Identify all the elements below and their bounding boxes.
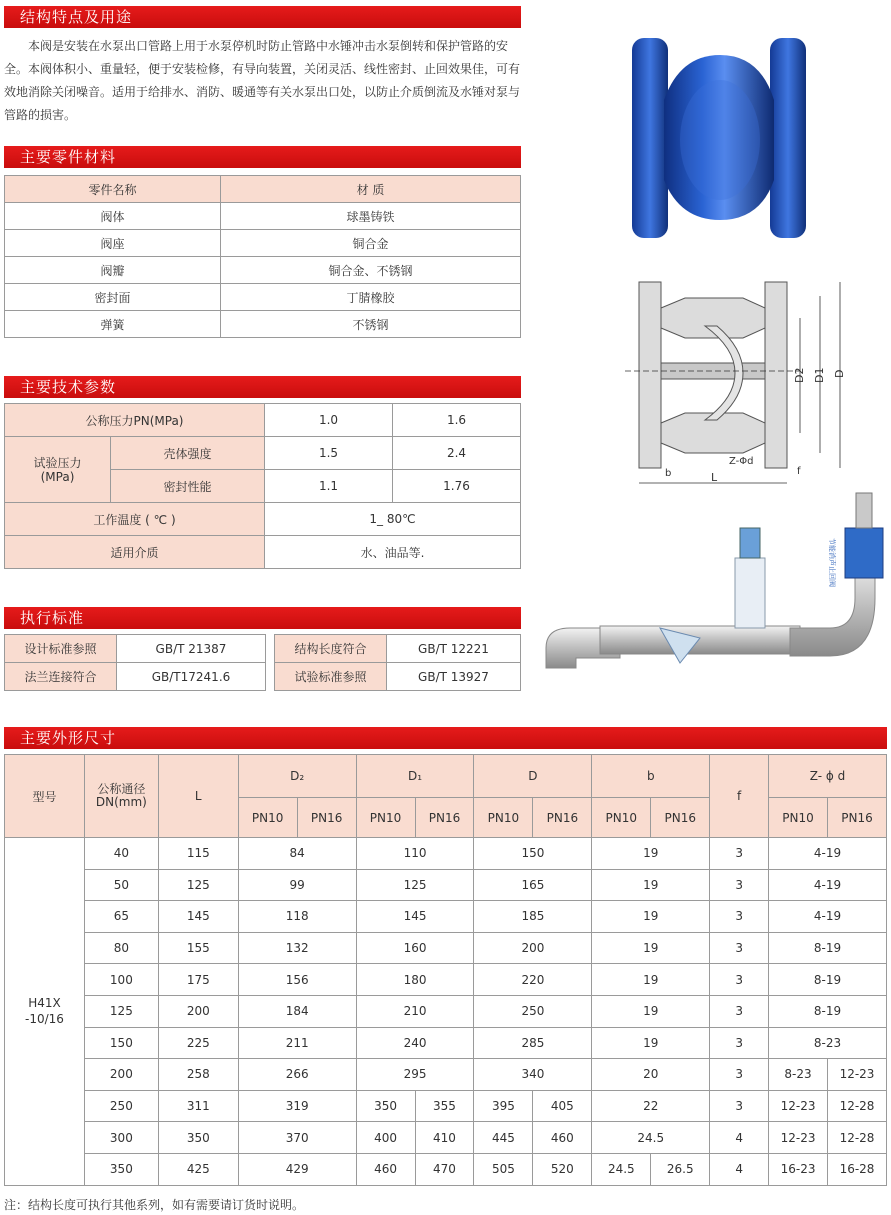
f-cell: 3: [710, 869, 769, 901]
d1-pn16-cell: 470: [415, 1153, 474, 1185]
pn10-header: PN10: [238, 798, 297, 838]
d1-pn10-cell: 400: [356, 1122, 415, 1154]
parts-header-material: 材 质: [221, 176, 521, 203]
table-row: [5, 1122, 887, 1154]
b-cell: 20: [592, 1059, 710, 1091]
dn-cell: 65: [84, 901, 158, 933]
table-row: [5, 257, 521, 284]
d2-cell: 184: [238, 995, 356, 1027]
d2-cell: 99: [238, 869, 356, 901]
col-l: L: [158, 755, 238, 838]
pn10-header: PN10: [474, 798, 533, 838]
seal-label: 密封性能: [111, 470, 265, 503]
b-cell: 19: [592, 964, 710, 996]
d1-cell: 110: [356, 838, 474, 870]
l-cell: 258: [158, 1059, 238, 1091]
b-pn16-cell: 26.5: [651, 1153, 710, 1185]
col-d2: D₂: [238, 755, 356, 798]
d-cell: 250: [474, 995, 592, 1027]
z-pn16-cell: 12-23: [828, 1059, 887, 1091]
z-cell: 8-19: [769, 932, 887, 964]
f-cell: 3: [710, 1059, 769, 1091]
z-cell: 8-19: [769, 964, 887, 996]
parts-title: 主要零件材料: [20, 148, 117, 166]
b-cell: 22: [592, 1090, 710, 1122]
col-dn: 公称通径 DN(mm): [84, 755, 158, 838]
z-cell: 4-19: [769, 838, 887, 870]
f-cell: 3: [710, 1027, 769, 1059]
l-cell: 125: [158, 869, 238, 901]
col-d: D: [474, 755, 592, 798]
d2-cell: 266: [238, 1059, 356, 1091]
part-material: 铜合金: [221, 230, 521, 257]
d-pn16-cell: 405: [533, 1090, 592, 1122]
dn-cell: 125: [84, 995, 158, 1027]
d-pn16-cell: 520: [533, 1153, 592, 1185]
features-title: 结构特点及用途: [20, 8, 133, 26]
d1-cell: 180: [356, 964, 474, 996]
dn-cell: 80: [84, 932, 158, 964]
std-value: GB/T 12221: [387, 635, 521, 663]
medium-label: 适用介质: [5, 536, 265, 569]
dn-cell: 100: [84, 964, 158, 996]
std-label: 试验标准参照: [275, 663, 387, 691]
d1-pn16-cell: 410: [415, 1122, 474, 1154]
d1-cell: 125: [356, 869, 474, 901]
l-cell: 425: [158, 1153, 238, 1185]
z-pn10-cell: 12-23: [769, 1122, 828, 1154]
test-pressure-label: 试验压力 (MPa): [5, 437, 111, 503]
parts-header-name: 零件名称: [5, 176, 221, 203]
part-name: 阀座: [5, 230, 221, 257]
b-cell: 19: [592, 838, 710, 870]
f-cell: 4: [710, 1153, 769, 1185]
dims-title-bar: [4, 727, 887, 749]
std-label: 法兰连接符合: [5, 663, 117, 691]
label-f: f: [797, 466, 801, 477]
dims-title: 主要外形尺寸: [20, 729, 117, 747]
label-b: b: [665, 468, 672, 479]
table-row: [5, 995, 887, 1027]
tech-title: 主要技术参数: [20, 378, 117, 396]
b-cell: 24.5: [592, 1122, 710, 1154]
shell-value-2: 2.4: [393, 437, 521, 470]
l-cell: 115: [158, 838, 238, 870]
medium-value: 水、油品等.: [265, 536, 521, 569]
d2-cell: 211: [238, 1027, 356, 1059]
std-label: 设计标准参照: [5, 635, 117, 663]
f-cell: 3: [710, 901, 769, 933]
d1-cell: 160: [356, 932, 474, 964]
col-model: 型号: [5, 755, 85, 838]
l-cell: 350: [158, 1122, 238, 1154]
dn-cell: 150: [84, 1027, 158, 1059]
part-name: 阀瓣: [5, 257, 221, 284]
table-row: [5, 230, 521, 257]
pn10-header: PN10: [769, 798, 828, 838]
table-row: [5, 838, 887, 870]
l-cell: 145: [158, 901, 238, 933]
std-table-left: [4, 634, 266, 691]
col-z: Z- ϕ d: [769, 755, 887, 798]
table-row: [5, 1153, 887, 1185]
part-name: 阀体: [5, 203, 221, 230]
dn-cell: 300: [84, 1122, 158, 1154]
table-row: [5, 1059, 887, 1091]
dn-cell: 50: [84, 869, 158, 901]
label-l: L: [711, 471, 718, 484]
d2-cell: 132: [238, 932, 356, 964]
part-material: 球墨铸铁: [221, 203, 521, 230]
d-cell: 165: [474, 869, 592, 901]
label-z: Z-Φd: [729, 456, 754, 467]
l-cell: 155: [158, 932, 238, 964]
model-cell: H41X -10/16: [5, 838, 85, 1186]
d-cell: 340: [474, 1059, 592, 1091]
part-material: 铜合金、不锈钢: [221, 257, 521, 284]
temp-value: 1_ 80℃: [265, 503, 521, 536]
table-row: [5, 964, 887, 996]
shell-strength-label: 壳体强度: [111, 437, 265, 470]
std-table-right: [274, 634, 521, 691]
dn-cell: 40: [84, 838, 158, 870]
table-row: [5, 869, 887, 901]
table-row: [5, 1090, 887, 1122]
dims-table: [4, 754, 887, 1186]
z-cell: 4-19: [769, 901, 887, 933]
d1-cell: 145: [356, 901, 474, 933]
b-cell: 19: [592, 1027, 710, 1059]
install-label: 节能消声止回阀: [828, 538, 836, 587]
z-cell: 8-19: [769, 995, 887, 1027]
d2-cell: 370: [238, 1122, 356, 1154]
d1-pn16-cell: 355: [415, 1090, 474, 1122]
b-cell: 19: [592, 932, 710, 964]
z-pn10-cell: 8-23: [769, 1059, 828, 1091]
d1-pn10-cell: 460: [356, 1153, 415, 1185]
std-title-bar: [4, 607, 521, 629]
footnote: 注：结构长度可执行其他系列，如有需要请订货时说明。: [4, 1198, 305, 1212]
col-d1: D₁: [356, 755, 474, 798]
seal-value-1: 1.1: [265, 470, 393, 503]
d-cell: 185: [474, 901, 592, 933]
z-pn16-cell: 12-28: [828, 1090, 887, 1122]
pn16-header: PN16: [533, 798, 592, 838]
f-cell: 3: [710, 1090, 769, 1122]
label-d1: D1: [813, 367, 826, 383]
part-name: 密封面: [5, 284, 221, 311]
part-name: 弹簧: [5, 311, 221, 338]
l-cell: 175: [158, 964, 238, 996]
d-cell: 285: [474, 1027, 592, 1059]
std-label: 结构长度符合: [275, 635, 387, 663]
std-value: GB/T17241.6: [117, 663, 266, 691]
d-cell: 200: [474, 932, 592, 964]
l-cell: 225: [158, 1027, 238, 1059]
d-pn10-cell: 445: [474, 1122, 533, 1154]
pn16-header: PN16: [651, 798, 710, 838]
f-cell: 3: [710, 995, 769, 1027]
l-cell: 311: [158, 1090, 238, 1122]
d-cell: 220: [474, 964, 592, 996]
table-row: [5, 284, 521, 311]
d2-cell: 118: [238, 901, 356, 933]
std-value: GB/T 21387: [117, 635, 266, 663]
d-pn10-cell: 395: [474, 1090, 533, 1122]
temp-label: 工作温度 ( ℃ ): [5, 503, 265, 536]
d1-pn10-cell: 350: [356, 1090, 415, 1122]
pn-value-2: 1.6: [393, 404, 521, 437]
part-material: 不锈钢: [221, 311, 521, 338]
d-pn10-cell: 505: [474, 1153, 533, 1185]
pn-value-1: 1.0: [265, 404, 393, 437]
z-cell: 4-19: [769, 869, 887, 901]
std-title: 执行标准: [20, 609, 85, 627]
table-row: [5, 932, 887, 964]
d1-cell: 240: [356, 1027, 474, 1059]
dn-cell: 350: [84, 1153, 158, 1185]
d-cell: 150: [474, 838, 592, 870]
shell-value-1: 1.5: [265, 437, 393, 470]
d2-cell: 429: [238, 1153, 356, 1185]
d1-cell: 295: [356, 1059, 474, 1091]
z-pn10-cell: 12-23: [769, 1090, 828, 1122]
d-pn16-cell: 460: [533, 1122, 592, 1154]
l-cell: 200: [158, 995, 238, 1027]
tech-table: [4, 403, 521, 569]
pn-label: 公称压力PN(MPa): [5, 404, 265, 437]
table-row: [5, 311, 521, 338]
b-pn10-cell: 24.5: [592, 1153, 651, 1185]
f-cell: 4: [710, 1122, 769, 1154]
d2-cell: 319: [238, 1090, 356, 1122]
parts-title-bar: [4, 146, 521, 168]
section-drawing: [625, 278, 855, 490]
label-d2: D2: [793, 367, 806, 383]
b-cell: 19: [592, 901, 710, 933]
z-pn10-cell: 16-23: [769, 1153, 828, 1185]
features-title-bar: [4, 6, 521, 28]
dn-cell: 200: [84, 1059, 158, 1091]
b-cell: 19: [592, 869, 710, 901]
pn16-header: PN16: [297, 798, 356, 838]
table-row: [5, 901, 887, 933]
pn16-header: PN16: [415, 798, 474, 838]
d1-cell: 210: [356, 995, 474, 1027]
dn-cell: 250: [84, 1090, 158, 1122]
b-cell: 19: [592, 995, 710, 1027]
table-row: [5, 1027, 887, 1059]
pn10-header: PN10: [592, 798, 651, 838]
pn10-header: PN10: [356, 798, 415, 838]
z-pn16-cell: 16-28: [828, 1153, 887, 1185]
col-f: f: [710, 755, 769, 838]
std-value: GB/T 13927: [387, 663, 521, 691]
part-material: 丁腈橡胶: [221, 284, 521, 311]
z-pn16-cell: 12-28: [828, 1122, 887, 1154]
label-d: D: [833, 369, 846, 378]
valve-photo: [620, 30, 820, 245]
col-b: b: [592, 755, 710, 798]
f-cell: 3: [710, 932, 769, 964]
pn16-header: PN16: [828, 798, 887, 838]
seal-value-2: 1.76: [393, 470, 521, 503]
z-cell: 8-23: [769, 1027, 887, 1059]
d2-cell: 156: [238, 964, 356, 996]
parts-table: [4, 175, 521, 338]
f-cell: 3: [710, 964, 769, 996]
f-cell: 3: [710, 838, 769, 870]
tech-title-bar: [4, 376, 521, 398]
d2-cell: 84: [238, 838, 356, 870]
installation-diagram: [540, 488, 885, 678]
table-row: [5, 203, 521, 230]
features-description: 本阀是安装在水泵出口管路上用于水泵停机时防止管路中水锤冲击水泵倒转和保护管路的安全。本阀体积小、重量轻，便于安装检修，有导向装置，关闭灵活、线性密封、止回效果佳，可有效地消除关闭噪音。适用于给排水、消防、暖通等有关水泵出口处，以防止介质倒流及水锤对泵与管路的损害。: [4, 39, 521, 122]
